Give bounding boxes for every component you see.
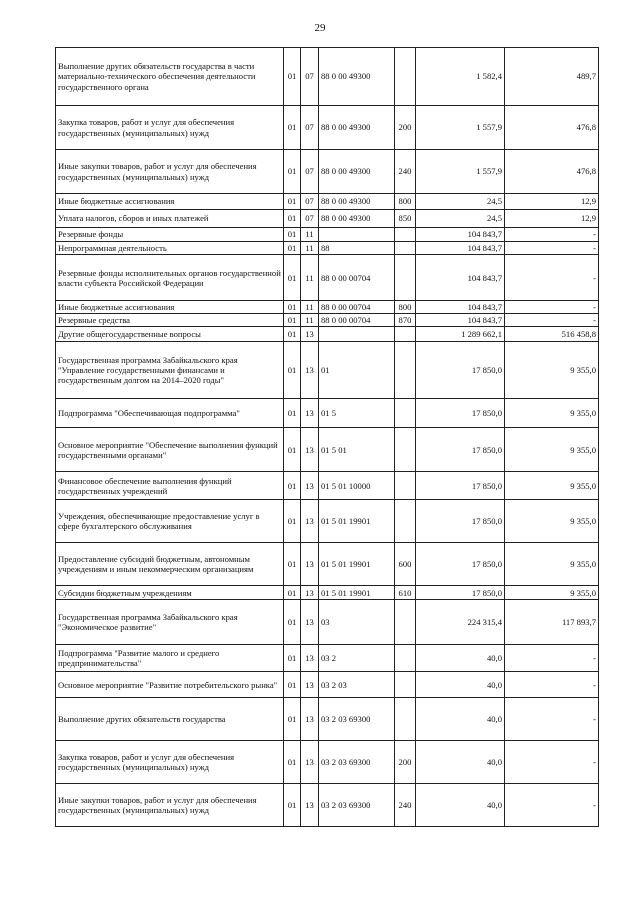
executed-cell: - bbox=[505, 784, 599, 827]
csr-cell: 88 bbox=[319, 242, 395, 255]
amount-cell: 24,5 bbox=[416, 210, 505, 228]
csr-cell: 01 5 01 19901 bbox=[319, 586, 395, 600]
name-cell: Резервные фонды bbox=[56, 228, 284, 242]
rz-cell: 01 bbox=[284, 586, 301, 600]
name-cell: Выполнение других обязательств государства в части материально-технического обеспечения деятельности государственного органа bbox=[56, 48, 284, 106]
vr-cell bbox=[395, 48, 416, 106]
table-row bbox=[56, 784, 599, 827]
name-cell: Подпрограмма "Обеспечивающая подпрограмма" bbox=[56, 399, 284, 428]
rz-cell: 01 bbox=[284, 301, 301, 314]
csr-cell: 03 2 03 69300 bbox=[319, 784, 395, 827]
name-cell: Подпрограмма "Развитие малого и среднего предпринимательства" bbox=[56, 645, 284, 672]
pr-cell: 13 bbox=[301, 472, 319, 500]
rz-cell: 01 bbox=[284, 228, 301, 242]
executed-cell: - bbox=[505, 741, 599, 784]
executed-cell: 9 355,0 bbox=[505, 342, 599, 399]
amount-cell: 104 843,7 bbox=[416, 228, 505, 242]
amount-cell: 40,0 bbox=[416, 698, 505, 741]
table-row bbox=[56, 228, 599, 242]
pr-cell: 13 bbox=[301, 342, 319, 399]
csr-cell: 88 0 00 49300 bbox=[319, 210, 395, 228]
executed-cell: 9 355,0 bbox=[505, 586, 599, 600]
name-cell: Резервные средства bbox=[56, 314, 284, 327]
executed-cell: 489,7 bbox=[505, 48, 599, 106]
vr-cell bbox=[395, 672, 416, 698]
pr-cell: 11 bbox=[301, 228, 319, 242]
executed-cell: - bbox=[505, 301, 599, 314]
table-row bbox=[56, 210, 599, 228]
csr-cell: 88 0 00 00704 bbox=[319, 314, 395, 327]
name-cell: Иные бюджетные ассигнования bbox=[56, 301, 284, 314]
rz-cell: 01 bbox=[284, 242, 301, 255]
table-row bbox=[56, 301, 599, 314]
amount-cell: 1 557,9 bbox=[416, 150, 505, 194]
pr-cell: 07 bbox=[301, 150, 319, 194]
rz-cell: 01 bbox=[284, 48, 301, 106]
table-row bbox=[56, 327, 599, 342]
pr-cell: 13 bbox=[301, 327, 319, 342]
table-row bbox=[56, 314, 599, 327]
csr-cell: 01 5 bbox=[319, 399, 395, 428]
pr-cell: 07 bbox=[301, 106, 319, 150]
executed-cell: - bbox=[505, 645, 599, 672]
rz-cell: 01 bbox=[284, 784, 301, 827]
csr-cell: 03 2 03 bbox=[319, 672, 395, 698]
vr-cell bbox=[395, 228, 416, 242]
amount-cell: 1 557,9 bbox=[416, 106, 505, 150]
csr-cell bbox=[319, 327, 395, 342]
pr-cell: 13 bbox=[301, 586, 319, 600]
table-row bbox=[56, 194, 599, 210]
name-cell: Резервные фонды исполнительных органов государственной власти субъекта Российской Федерации bbox=[56, 255, 284, 301]
amount-cell: 224 315,4 bbox=[416, 600, 505, 645]
vr-cell: 800 bbox=[395, 301, 416, 314]
rz-cell: 01 bbox=[284, 672, 301, 698]
amount-cell: 1 289 662,1 bbox=[416, 327, 505, 342]
budget-table bbox=[55, 47, 599, 827]
amount-cell: 17 850,0 bbox=[416, 428, 505, 472]
table-row bbox=[56, 698, 599, 741]
name-cell: Государственная программа Забайкальского края "Управление государственными финансами и государственным долгом на 2014–2020 годы" bbox=[56, 342, 284, 399]
name-cell: Основное мероприятие "Обеспечение выполнения функций государственными органами" bbox=[56, 428, 284, 472]
executed-cell: - bbox=[505, 672, 599, 698]
vr-cell bbox=[395, 645, 416, 672]
table-row bbox=[56, 543, 599, 586]
rz-cell: 01 bbox=[284, 428, 301, 472]
pr-cell: 13 bbox=[301, 698, 319, 741]
executed-cell: 476,8 bbox=[505, 106, 599, 150]
csr-cell: 01 5 01 10000 bbox=[319, 472, 395, 500]
table-row bbox=[56, 645, 599, 672]
name-cell: Основное мероприятие "Развитие потребительского рынка" bbox=[56, 672, 284, 698]
pr-cell: 13 bbox=[301, 672, 319, 698]
rz-cell: 01 bbox=[284, 543, 301, 586]
amount-cell: 104 843,7 bbox=[416, 314, 505, 327]
amount-cell: 40,0 bbox=[416, 741, 505, 784]
amount-cell: 17 850,0 bbox=[416, 342, 505, 399]
amount-cell: 104 843,7 bbox=[416, 301, 505, 314]
vr-cell: 240 bbox=[395, 784, 416, 827]
table-row bbox=[56, 242, 599, 255]
vr-cell: 850 bbox=[395, 210, 416, 228]
csr-cell: 88 0 00 49300 bbox=[319, 150, 395, 194]
pr-cell: 13 bbox=[301, 784, 319, 827]
executed-cell: 12,9 bbox=[505, 210, 599, 228]
csr-cell: 88 0 00 00704 bbox=[319, 255, 395, 301]
executed-cell: 516 458,8 bbox=[505, 327, 599, 342]
csr-cell: 88 0 00 00704 bbox=[319, 301, 395, 314]
amount-cell: 17 850,0 bbox=[416, 399, 505, 428]
pr-cell: 11 bbox=[301, 314, 319, 327]
amount-cell: 104 843,7 bbox=[416, 242, 505, 255]
name-cell: Иные закупки товаров, работ и услуг для обеспечения государственных (муниципальных) нужд bbox=[56, 784, 284, 827]
vr-cell: 200 bbox=[395, 106, 416, 150]
amount-cell: 24,5 bbox=[416, 194, 505, 210]
rz-cell: 01 bbox=[284, 314, 301, 327]
vr-cell bbox=[395, 342, 416, 399]
name-cell: Субсидии бюджетным учреждениям bbox=[56, 586, 284, 600]
vr-cell bbox=[395, 698, 416, 741]
amount-cell: 17 850,0 bbox=[416, 472, 505, 500]
rz-cell: 01 bbox=[284, 210, 301, 228]
name-cell: Уплата налогов, сборов и иных платежей bbox=[56, 210, 284, 228]
csr-cell: 01 5 01 bbox=[319, 428, 395, 472]
table-row bbox=[56, 672, 599, 698]
table-body bbox=[56, 48, 599, 827]
rz-cell: 01 bbox=[284, 150, 301, 194]
table-row bbox=[56, 500, 599, 543]
name-cell: Иные бюджетные ассигнования bbox=[56, 194, 284, 210]
executed-cell: 12,9 bbox=[505, 194, 599, 210]
vr-cell: 200 bbox=[395, 741, 416, 784]
rz-cell: 01 bbox=[284, 600, 301, 645]
table-row bbox=[56, 741, 599, 784]
pr-cell: 07 bbox=[301, 194, 319, 210]
vr-cell: 610 bbox=[395, 586, 416, 600]
pr-cell: 11 bbox=[301, 242, 319, 255]
pr-cell: 07 bbox=[301, 48, 319, 106]
pr-cell: 13 bbox=[301, 543, 319, 586]
table-row bbox=[56, 600, 599, 645]
csr-cell: 03 2 03 69300 bbox=[319, 741, 395, 784]
rz-cell: 01 bbox=[284, 645, 301, 672]
pr-cell: 13 bbox=[301, 645, 319, 672]
amount-cell: 40,0 bbox=[416, 672, 505, 698]
vr-cell bbox=[395, 399, 416, 428]
vr-cell: 800 bbox=[395, 194, 416, 210]
name-cell: Предоставление субсидий бюджетным, автономным учреждениям и иным некоммерческим организациям bbox=[56, 543, 284, 586]
vr-cell bbox=[395, 428, 416, 472]
executed-cell: - bbox=[505, 698, 599, 741]
name-cell: Финансовое обеспечение выполнения функций государственных учреждений bbox=[56, 472, 284, 500]
rz-cell: 01 bbox=[284, 106, 301, 150]
vr-cell bbox=[395, 255, 416, 301]
csr-cell: 88 0 00 49300 bbox=[319, 48, 395, 106]
rz-cell: 01 bbox=[284, 698, 301, 741]
vr-cell bbox=[395, 327, 416, 342]
executed-cell: 9 355,0 bbox=[505, 428, 599, 472]
pr-cell: 07 bbox=[301, 210, 319, 228]
pr-cell: 13 bbox=[301, 741, 319, 784]
name-cell: Непрограммная деятельность bbox=[56, 242, 284, 255]
amount-cell: 1 582,4 bbox=[416, 48, 505, 106]
executed-cell: - bbox=[505, 255, 599, 301]
name-cell: Другие общегосударственные вопросы bbox=[56, 327, 284, 342]
table-row bbox=[56, 342, 599, 399]
vr-cell: 870 bbox=[395, 314, 416, 327]
rz-cell: 01 bbox=[284, 194, 301, 210]
executed-cell: 9 355,0 bbox=[505, 472, 599, 500]
amount-cell: 40,0 bbox=[416, 784, 505, 827]
csr-cell: 03 2 03 69300 bbox=[319, 698, 395, 741]
pr-cell: 11 bbox=[301, 255, 319, 301]
rz-cell: 01 bbox=[284, 741, 301, 784]
pr-cell: 13 bbox=[301, 500, 319, 543]
vr-cell: 600 bbox=[395, 543, 416, 586]
amount-cell: 40,0 bbox=[416, 645, 505, 672]
name-cell: Закупка товаров, работ и услуг для обеспечения государственных (муниципальных) нужд bbox=[56, 106, 284, 150]
executed-cell: - bbox=[505, 228, 599, 242]
rz-cell: 01 bbox=[284, 327, 301, 342]
pr-cell: 13 bbox=[301, 428, 319, 472]
csr-cell bbox=[319, 228, 395, 242]
table-row bbox=[56, 586, 599, 600]
table-row bbox=[56, 472, 599, 500]
vr-cell bbox=[395, 242, 416, 255]
vr-cell: 240 bbox=[395, 150, 416, 194]
csr-cell: 88 0 00 49300 bbox=[319, 194, 395, 210]
rz-cell: 01 bbox=[284, 342, 301, 399]
vr-cell bbox=[395, 500, 416, 543]
csr-cell: 01 5 01 19901 bbox=[319, 543, 395, 586]
table-row bbox=[56, 150, 599, 194]
pr-cell: 11 bbox=[301, 301, 319, 314]
name-cell: Закупка товаров, работ и услуг для обеспечения государственных (муниципальных) нужд bbox=[56, 741, 284, 784]
vr-cell bbox=[395, 472, 416, 500]
amount-cell: 17 850,0 bbox=[416, 543, 505, 586]
executed-cell: 117 893,7 bbox=[505, 600, 599, 645]
rz-cell: 01 bbox=[284, 399, 301, 428]
csr-cell: 03 2 bbox=[319, 645, 395, 672]
vr-cell bbox=[395, 600, 416, 645]
name-cell: Выполнение других обязательств государства bbox=[56, 698, 284, 741]
csr-cell: 01 5 01 19901 bbox=[319, 500, 395, 543]
name-cell: Учреждения, обеспечивающие предоставление услуг в сфере бухгалтерского обслуживания bbox=[56, 500, 284, 543]
amount-cell: 104 843,7 bbox=[416, 255, 505, 301]
executed-cell: 9 355,0 bbox=[505, 500, 599, 543]
rz-cell: 01 bbox=[284, 255, 301, 301]
executed-cell: 9 355,0 bbox=[505, 399, 599, 428]
rz-cell: 01 bbox=[284, 472, 301, 500]
executed-cell: - bbox=[505, 242, 599, 255]
executed-cell: 476,8 bbox=[505, 150, 599, 194]
executed-cell: - bbox=[505, 314, 599, 327]
rz-cell: 01 bbox=[284, 500, 301, 543]
amount-cell: 17 850,0 bbox=[416, 586, 505, 600]
csr-cell: 01 bbox=[319, 342, 395, 399]
name-cell: Иные закупки товаров, работ и услуг для обеспечения государственных (муниципальных) нужд bbox=[56, 150, 284, 194]
pr-cell: 13 bbox=[301, 600, 319, 645]
csr-cell: 03 bbox=[319, 600, 395, 645]
table-row bbox=[56, 48, 599, 106]
table-row bbox=[56, 399, 599, 428]
table-row bbox=[56, 106, 599, 150]
pr-cell: 13 bbox=[301, 399, 319, 428]
csr-cell: 88 0 00 49300 bbox=[319, 106, 395, 150]
name-cell: Государственная программа Забайкальского края "Экономическое развитие" bbox=[56, 600, 284, 645]
executed-cell: 9 355,0 bbox=[505, 543, 599, 586]
table-row bbox=[56, 255, 599, 301]
page-number: 29 bbox=[314, 22, 326, 34]
table-row bbox=[56, 428, 599, 472]
amount-cell: 17 850,0 bbox=[416, 500, 505, 543]
